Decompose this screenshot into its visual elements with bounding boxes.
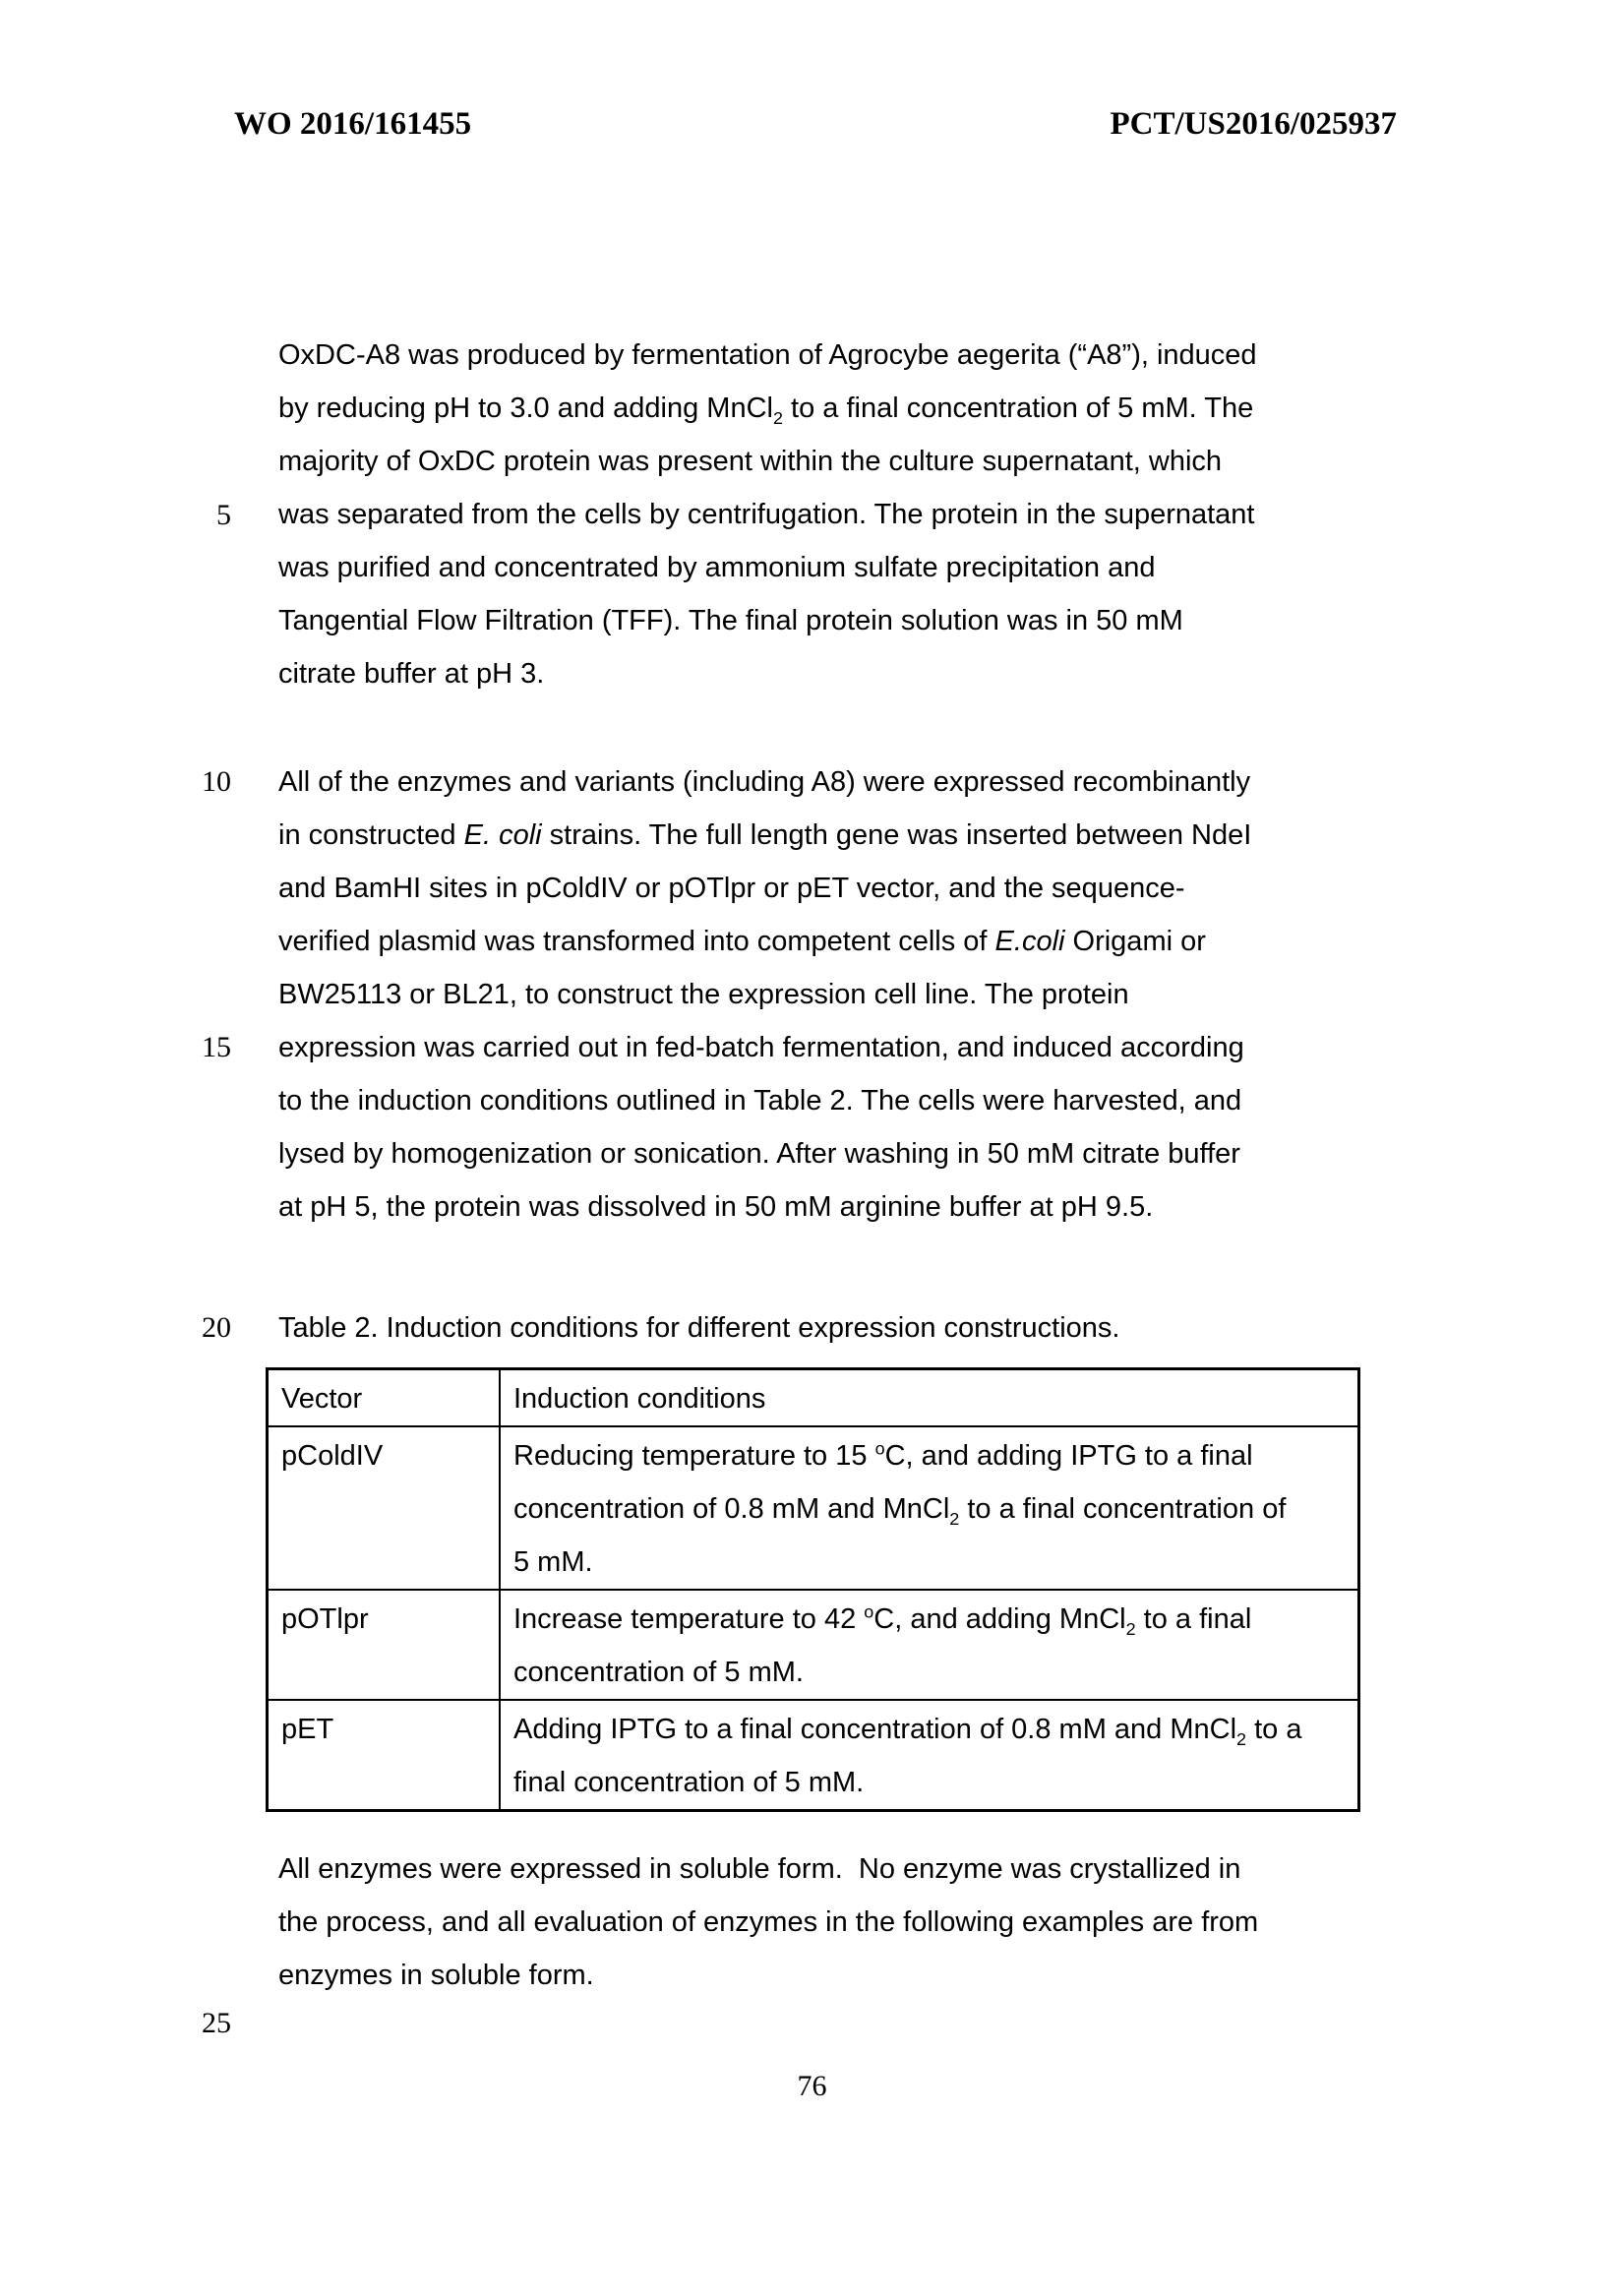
text-line: Tangential Flow Filtration (TFF). The final protein solution was in 50 mM (278, 605, 1183, 636)
table-header-vector: Vector (268, 1369, 501, 1427)
page-number: 76 (797, 2070, 827, 2102)
text-line: enzymes in soluble form. (278, 1960, 594, 1991)
table-caption (278, 1301, 1119, 1355)
margin-line-number: 5 (216, 499, 231, 531)
paragraph-soluble-form (278, 1842, 1258, 2002)
text-line: All enzymes were expressed in soluble form. No enzyme was crystallized in (278, 1853, 1241, 1885)
text-line: majority of OxDC protein was present within the culture supernatant, which (278, 446, 1223, 477)
margin-line-number: 20 (202, 1311, 231, 1344)
text-line: the process, and all evaluation of enzymes in the following examples are from (278, 1906, 1259, 1938)
margin-line-number: 10 (202, 765, 231, 798)
text-line: by reducing pH to 3.0 and adding MnCl$_2$ to a final concentration of 5 mM. The (278, 393, 1254, 428)
table-row (268, 1700, 1359, 1811)
text-line: expression was carried out in fed-batch fermentation, and induced according (278, 1032, 1244, 1063)
text-line: citrate buffer at pH 3. (278, 658, 545, 690)
text-line: concentration of 0.8 mM and MnCl$_2$ to a final concentration of (513, 1493, 1287, 1529)
text-line: to the induction conditions outlined in Table 2. The cells were harvested, and (278, 1085, 1242, 1117)
induction-conditions-table (266, 1367, 1360, 1812)
text-line: BW25113 or BL21, to construct the expression cell line. The protein (278, 979, 1129, 1010)
text-line: Increase temperature to 42 $^o$C, and adding MnCl$_2$ to a final (513, 1601, 1252, 1639)
paragraph-oxdc-a8-production (278, 329, 1257, 700)
conditions-cell (500, 1426, 1359, 1590)
text-line: at pH 5, the protein was dissolved in 50 mM arginine buffer at pH 9.5. (278, 1191, 1154, 1223)
margin-line-number: 15 (202, 1031, 231, 1063)
text-line: All of the enzymes and variants (including A8) were expressed recombinantly (278, 766, 1251, 798)
conditions-cell (500, 1590, 1359, 1700)
publication-number: WO 2016/161455 (234, 106, 472, 142)
text-line: verified plasmid was transformed into competent cells of E.coli Origami or (278, 926, 1206, 957)
text-line: in constructed E. coli strains. The full length gene was inserted between NdeI (278, 819, 1252, 851)
text-line: 5 mM. (513, 1546, 593, 1578)
text-line: final concentration of 5 mM. (513, 1767, 865, 1798)
vector-cell: pET (268, 1700, 501, 1811)
text-line: Adding IPTG to a final concentration of 0.8 mM and MnCl$_2$ to a (513, 1714, 1302, 1749)
text-line: and BamHI sites in pColdIV or pOTlpr or pET vector, and the sequence- (278, 873, 1185, 904)
text-line: OxDC-A8 was produced by fermentation of Agrocybe aegerita (“A8”), induced (278, 339, 1257, 371)
text-line: was purified and concentrated by ammonium sulfate precipitation and (278, 552, 1156, 583)
text-line: lysed by homogenization or sonication. After washing in 50 mM citrate buffer (278, 1138, 1240, 1170)
margin-line-number: 25 (202, 2007, 231, 2039)
text-line: was separated from the cells by centrifugation. The protein in the supernatant (278, 499, 1255, 530)
text-line: Table 2. Induction conditions for different expression constructions. (278, 1312, 1120, 1344)
application-number: PCT/US2016/025937 (1110, 106, 1397, 142)
conditions-cell (500, 1700, 1359, 1811)
table-header-row (268, 1369, 1359, 1427)
paragraph-recombinant-expression (278, 755, 1251, 1234)
text-line: concentration of 5 mM. (513, 1657, 804, 1688)
table-header-induction-conditions: Induction conditions (500, 1369, 1359, 1427)
table-row (268, 1426, 1359, 1590)
table-row (268, 1590, 1359, 1700)
text-line: Reducing temperature to 15 $^o$C, and adding IPTG to a final (513, 1438, 1253, 1472)
vector-cell: pOTlpr (268, 1590, 501, 1700)
vector-cell: pColdIV (268, 1426, 501, 1590)
